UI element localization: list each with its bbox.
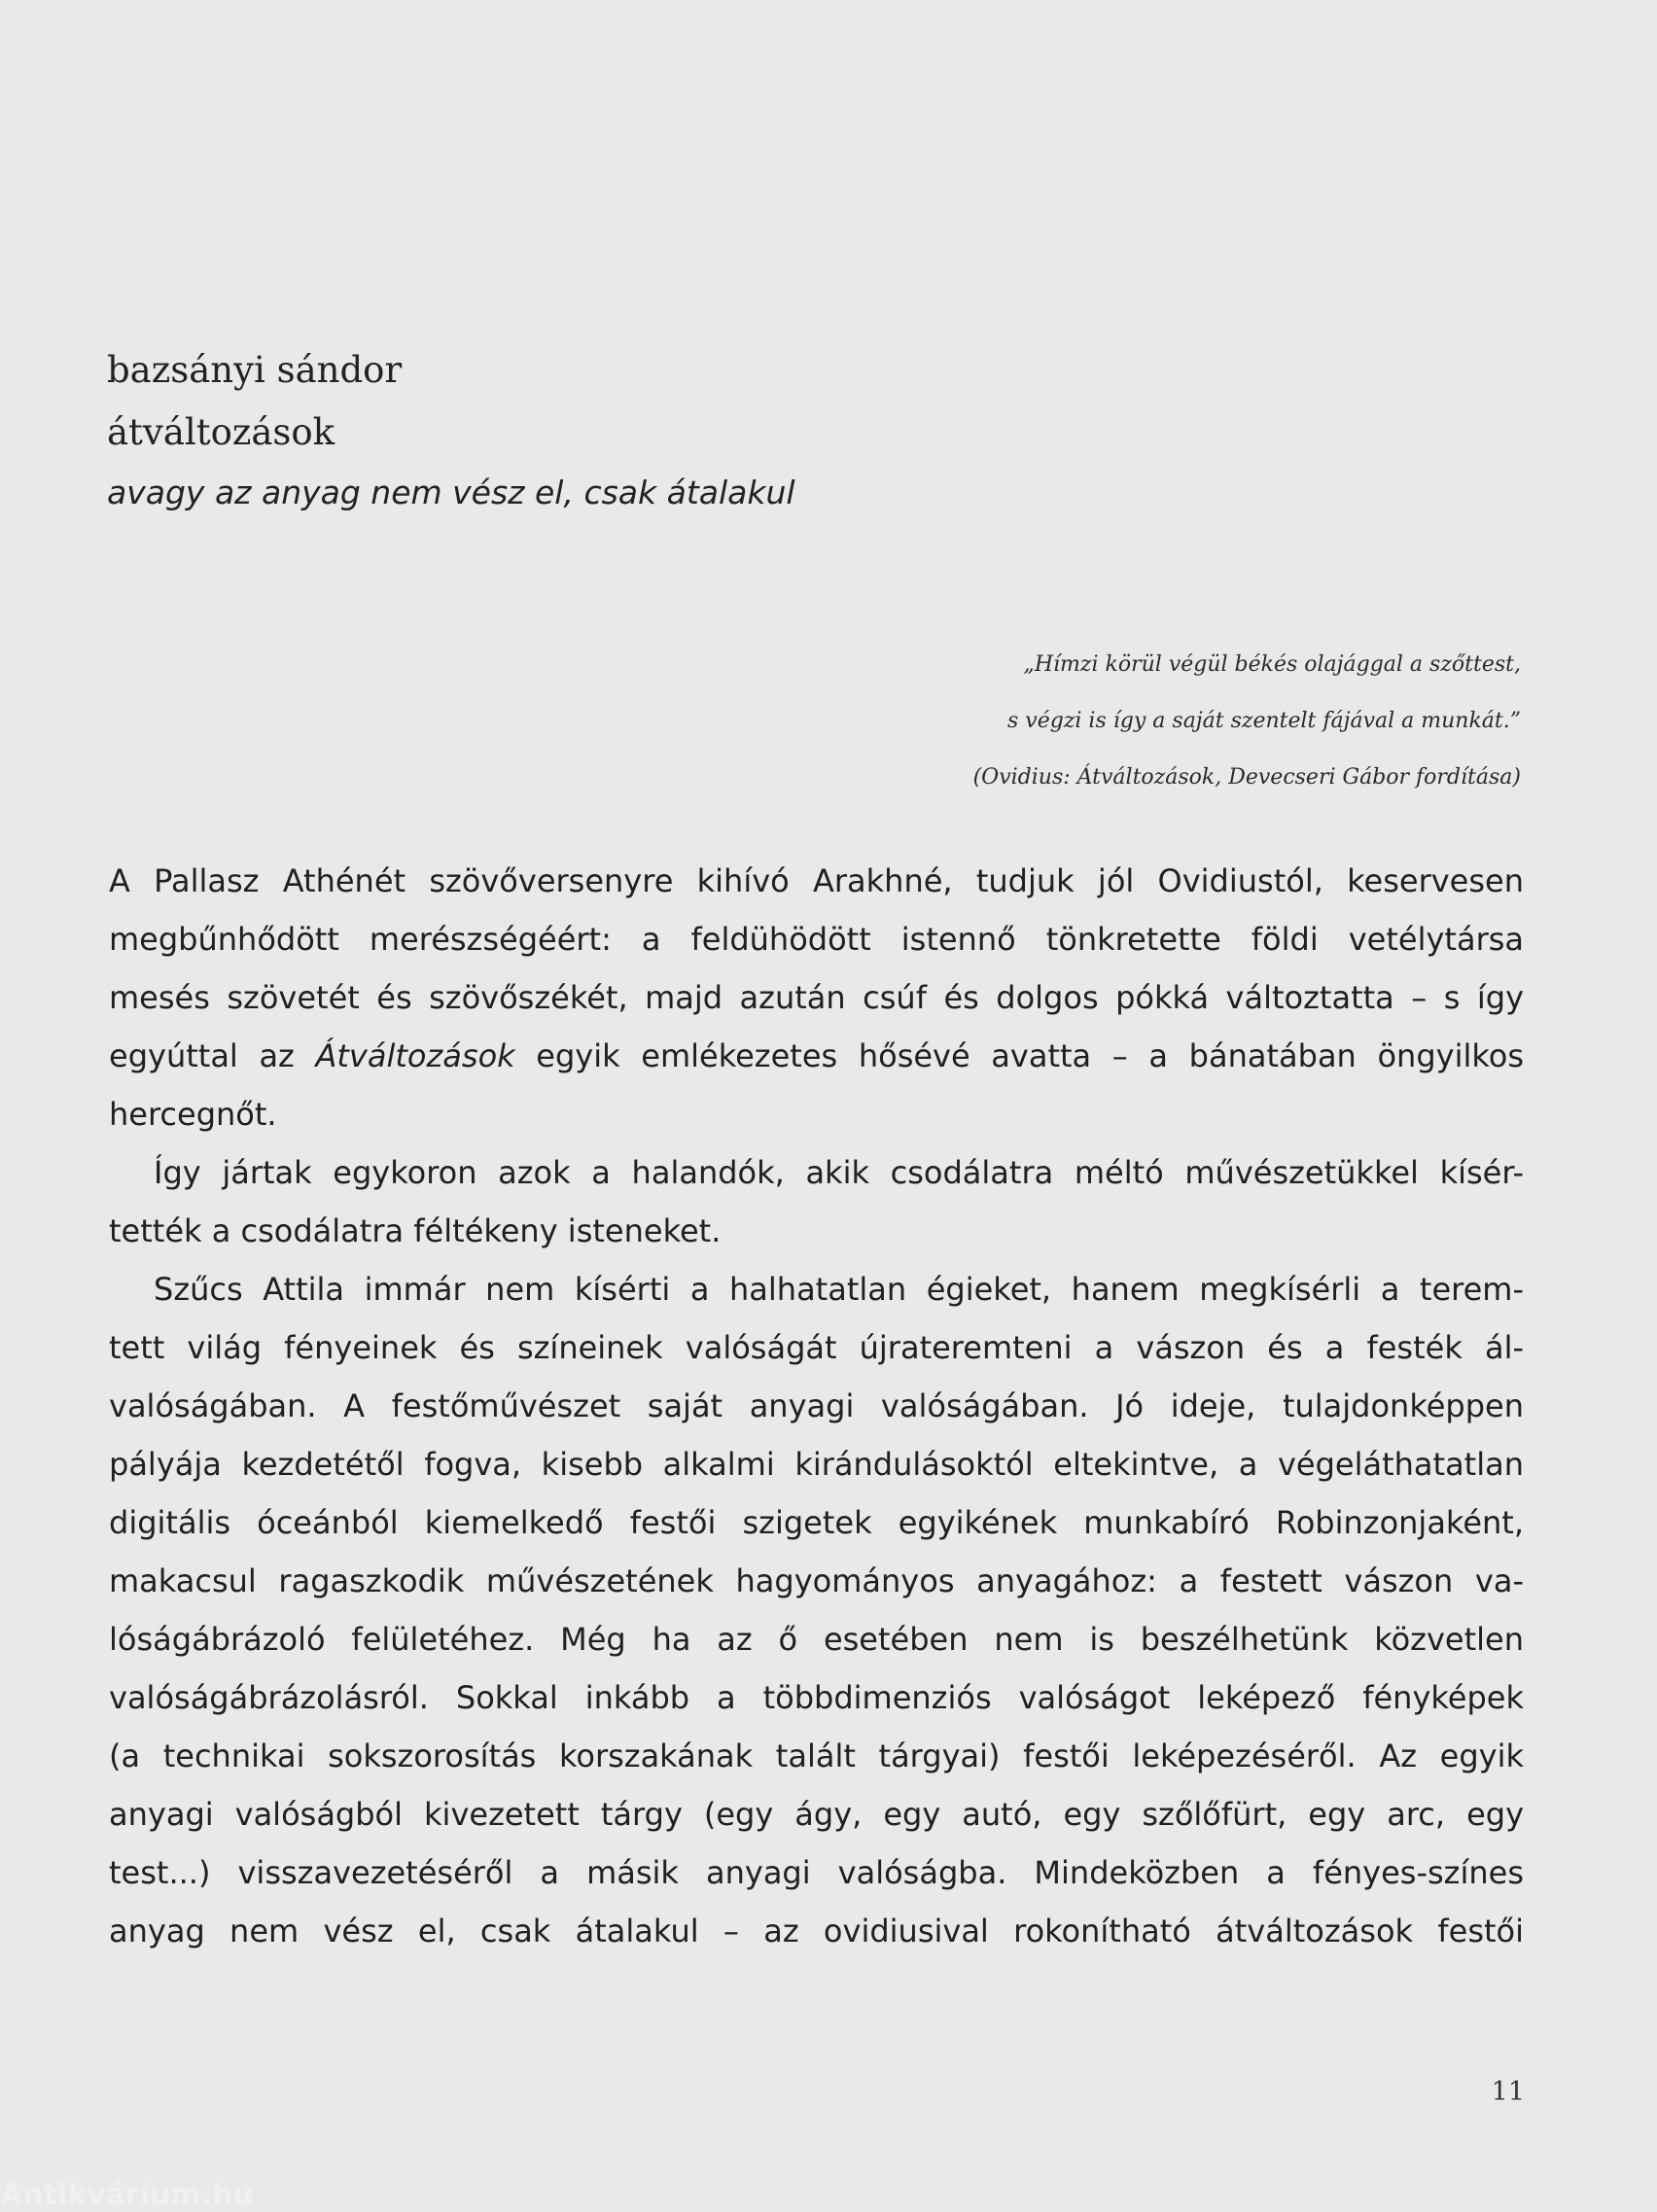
- text-line: megbűnhődött merészségéért: a feldühödött istennő tönkretette földi vetélytársa: [109, 921, 1524, 958]
- paragraph-1: [109, 852, 1524, 1143]
- text-line: pályája kezdetétől fogva, kisebb alkalmi kirándulásoktól eltekintve, a végeláthatatlan: [109, 1446, 1524, 1483]
- text-line: valóságában. A festőművészet saját anyagi valóságában. Jó ideje, tulajdonképpen: [109, 1387, 1524, 1424]
- article-title: átváltozások: [107, 411, 335, 453]
- text-line: makacsul ragaszkodik művészetének hagyományos anyagához: a festett vászon va-: [109, 1562, 1524, 1599]
- text-line: Így jártak egykoron azok a halandók, akik csodálatra méltó művészetükkel kísér-: [154, 1154, 1524, 1191]
- epigraph-line: „Hímzi körül végül békés olajággal a szőttest,: [1023, 652, 1521, 677]
- paragraph-2: [109, 1143, 1524, 1260]
- epigraph-attribution: (Ovidius: Átváltozások, Devecseri Gábor fordítása): [972, 765, 1521, 790]
- text-line: anyag nem vész el, csak átalakul – az ovidiusival rokonítható átváltozások festői: [109, 1913, 1524, 1949]
- book-title-italic: Átváltozások: [315, 1037, 515, 1074]
- article-subtitle: avagy az anyag nem vész el, csak átalakul: [107, 474, 795, 511]
- text-line: anyagi valóságból kivezetett tárgy (egy ágy, egy autó, egy szőlőfürt, egy arc, egy: [109, 1796, 1524, 1833]
- text-line: tették a csodálatra féltékeny isteneket.: [109, 1212, 722, 1249]
- text-segment: egyik emlékezetes hősévé avatta – a bánatában öngyilkos: [514, 1037, 1525, 1074]
- text-line: valóságábrázolásról. Sokkal inkább a többdimenziós valóságot leképező fényképek: [109, 1679, 1524, 1716]
- paragraph-3: [109, 1260, 1524, 1960]
- epigraph-line: s végzi is így a saját szentelt fájával a munkát.”: [1007, 709, 1521, 733]
- text-line: hercegnőt.: [109, 1096, 277, 1133]
- text-segment: egyúttal az: [109, 1037, 316, 1074]
- text-line: [109, 1027, 1524, 1085]
- epigraph: [646, 637, 1521, 806]
- text-line: A Pallasz Athénét szövőversenyre kihívó Arakhné, tudjuk jól Ovidiustól, keservesen: [109, 862, 1524, 899]
- watermark: Antikvárium.hu: [0, 2178, 254, 2212]
- text-line: test...) visszavezetéséről a másik anyagi valóságba. Mindeközben a fényes-színes: [109, 1854, 1524, 1891]
- text-line: lóságábrázoló felületéhez. Még ha az ő esetében nem is beszélhetünk közvetlen: [109, 1621, 1524, 1658]
- text-line: mesés szövetét és szövőszékét, majd azután csúf és dolgos pókká változtatta – s így: [109, 979, 1524, 1016]
- page-number: 11: [1491, 2077, 1525, 2107]
- text-line: Szűcs Attila immár nem kísérti a halhatatlan égieket, hanem megkísérli a terem-: [154, 1271, 1524, 1308]
- author-name: bazsányi sándor: [107, 349, 403, 391]
- text-line: digitális óceánból kiemelkedő festői szigetek egyikének munkabíró Robinzonjaként,: [109, 1504, 1524, 1541]
- body-text: [109, 852, 1524, 1960]
- text-line: tett világ fényeinek és színeinek valóságát újrateremteni a vászon és a festék ál-: [109, 1329, 1524, 1366]
- text-line: (a technikai sokszorosítás korszakának talált tárgyai) festői leképezéséről. Az egyik: [109, 1738, 1524, 1774]
